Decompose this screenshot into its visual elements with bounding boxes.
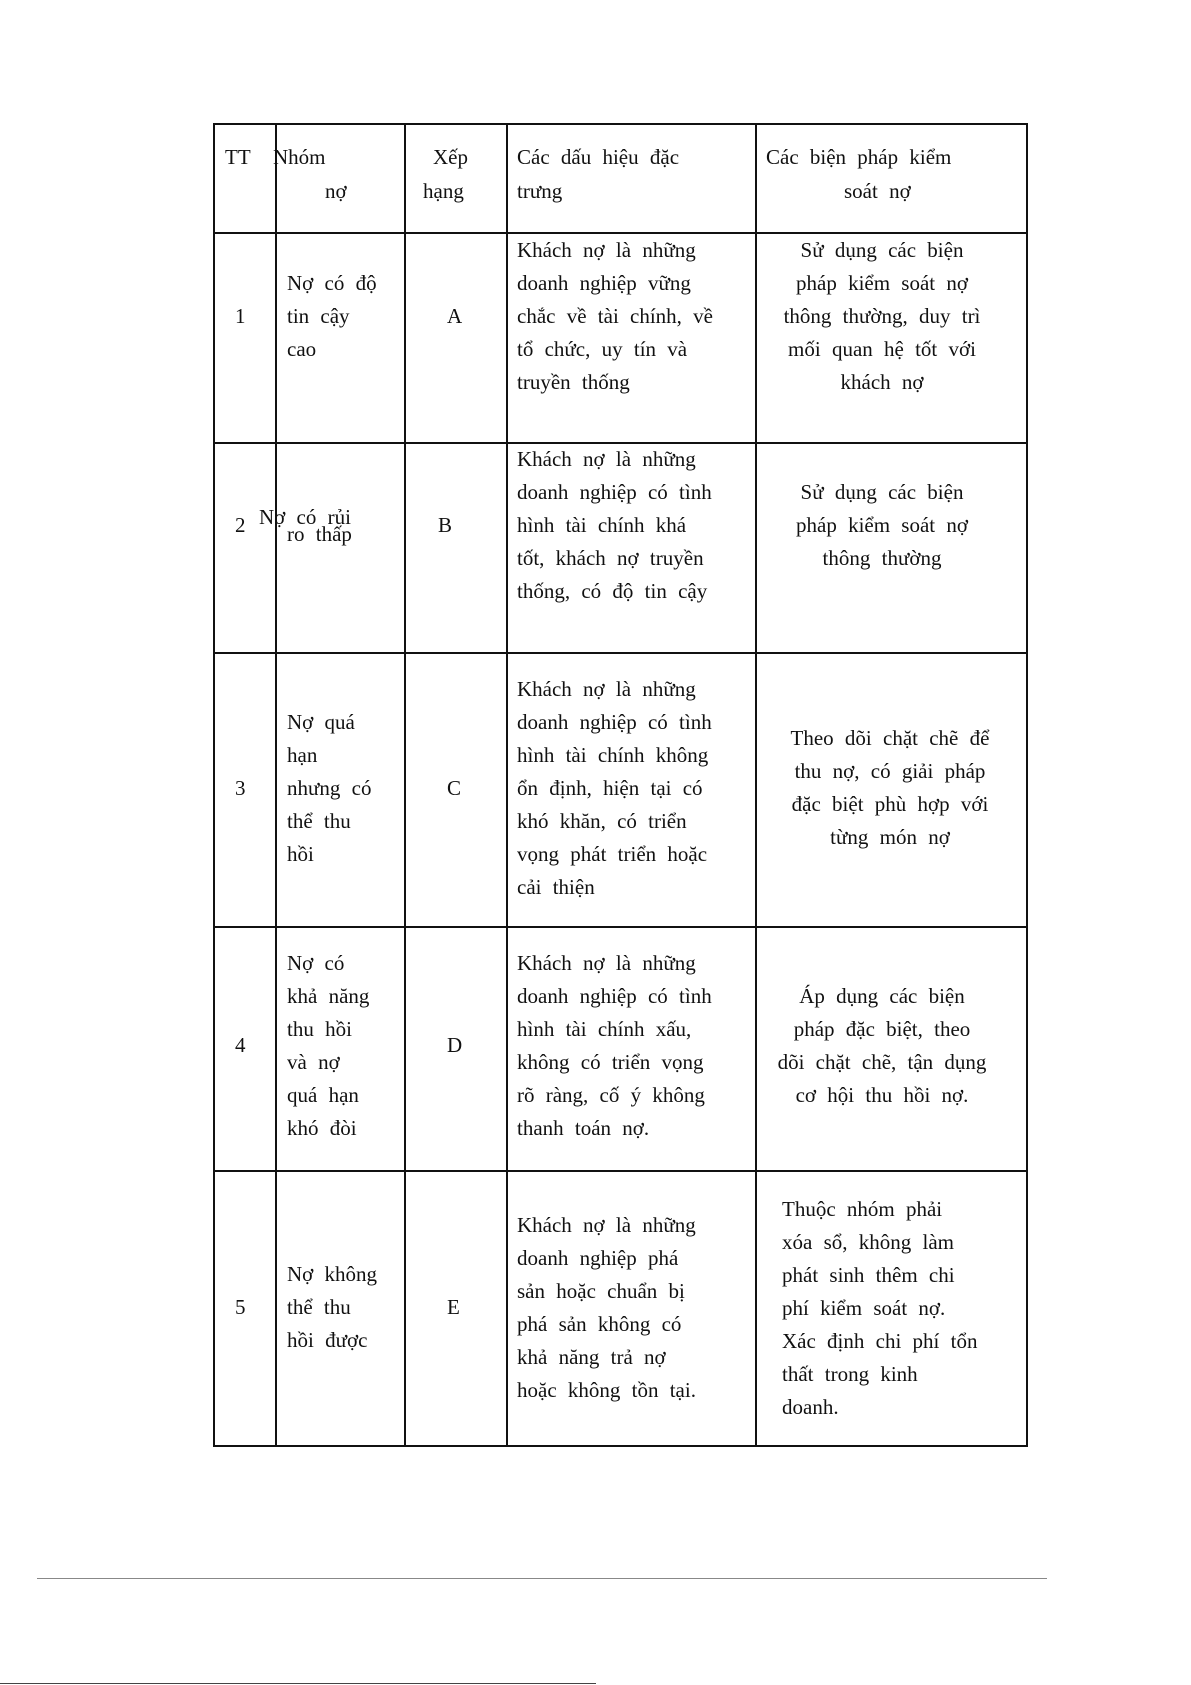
row-4-measures-line: Áp dụng các biện xyxy=(799,984,965,1008)
row-3-signs-line: Khách nợ là những xyxy=(517,677,696,701)
header-tt: TT xyxy=(225,145,251,169)
row-4-group-line: Nợ có xyxy=(287,951,345,975)
row-divider xyxy=(215,1170,1026,1172)
row-3-group-line: hồi xyxy=(287,842,314,866)
row-5-measures-line: Thuộc nhóm phải xyxy=(782,1197,943,1221)
row-1-measures-line: khách nợ xyxy=(840,370,924,394)
row-3-group-line: thể thu xyxy=(287,809,351,833)
row-1-rank: A xyxy=(447,304,463,328)
row-4-signs-line: thanh toán nợ. xyxy=(517,1116,650,1140)
row-1-group-line: Nợ có độ xyxy=(287,271,377,295)
row-4-signs-line: Khách nợ là những xyxy=(517,951,696,975)
row-3-measures-line: Theo dõi chặt chẽ để xyxy=(790,726,990,750)
row-4-signs-line: rõ ràng, cố ý không xyxy=(517,1083,705,1107)
row-5-measures-line: phát sinh thêm chi xyxy=(782,1263,955,1287)
row-1-signs-line: tổ chức, uy tín và xyxy=(517,337,688,361)
row-1-signs xyxy=(517,234,713,399)
row-4-measures-line: dõi chặt chẽ, tận dụng xyxy=(777,1050,987,1074)
row-4-measures-line: cơ hội thu hồi nợ. xyxy=(795,1083,969,1107)
row-1-signs-line: Khách nợ là những xyxy=(517,238,696,262)
header-group-line2: nợ xyxy=(325,179,347,203)
row-3-signs-line: hình tài chính không xyxy=(517,743,709,767)
row-5-signs xyxy=(517,1209,696,1407)
row-4-group-line: khó đòi xyxy=(287,1116,357,1140)
row-2-signs-line: hình tài chính khá xyxy=(517,513,687,537)
row-4-signs xyxy=(517,947,712,1145)
row-5-signs-line: phá sản không có xyxy=(517,1312,682,1336)
bottom-rule xyxy=(0,1683,596,1684)
row-4-measures-line: pháp đặc biệt, theo xyxy=(793,1017,971,1041)
row-1-signs-line: doanh nghiệp vững xyxy=(517,271,691,295)
row-3-signs-line: doanh nghiệp có tình xyxy=(517,710,712,734)
row-5-group xyxy=(287,1258,377,1357)
row-5-measures-line: thất trong kinh xyxy=(782,1362,918,1386)
header-rank-line1: Xếp xyxy=(433,145,468,169)
row-3-group xyxy=(287,706,371,871)
row-4-group-line: quá hạn xyxy=(287,1083,359,1107)
row-3-signs-line: cải thiện xyxy=(517,875,595,899)
header-signs-line2: trưng xyxy=(517,179,563,203)
row-4-group-line: và nợ xyxy=(287,1050,340,1074)
row-3-group-line: nhưng có xyxy=(287,776,372,800)
row-2-measures-line: thông thường xyxy=(822,546,942,570)
row-5-measures-line: phí kiểm soát nợ. xyxy=(782,1296,946,1320)
row-5-measures-line: doanh. xyxy=(782,1395,839,1419)
header-signs-line1: Các dấu hiệu đặc xyxy=(517,145,680,169)
row-3-group-line: hạn xyxy=(287,743,318,767)
row-4-group xyxy=(287,947,369,1145)
row-5-group-line: Nợ không xyxy=(287,1262,378,1286)
row-3-signs-line: vọng phát triển hoặc xyxy=(517,842,708,866)
row-3-measures-line: từng món nợ xyxy=(830,825,950,849)
row-3-signs-line: khó khăn, có triển xyxy=(517,809,687,833)
row-2-measures-line: pháp kiểm soát nợ xyxy=(796,513,968,537)
header-measures-line1: Các biện pháp kiểm xyxy=(766,145,952,169)
row-4-signs-line: doanh nghiệp có tình xyxy=(517,984,712,1008)
row-3-rank: C xyxy=(447,776,462,800)
row-5-signs-line: sản hoặc chuẩn bị xyxy=(517,1279,685,1303)
row-5-signs-line: Khách nợ là những xyxy=(517,1213,696,1237)
row-4-rank: D xyxy=(447,1033,463,1057)
row-1-measures-line: pháp kiểm soát nợ xyxy=(796,271,968,295)
debt-classification-table xyxy=(213,123,1028,1447)
row-4-group-line: thu hồi xyxy=(287,1017,352,1041)
row-1-group-line: cao xyxy=(287,337,317,361)
row-3-signs-line: ổn định, hiện tại có xyxy=(517,776,703,800)
row-5-measures xyxy=(782,1193,977,1424)
row-5-measures-line: xóa sổ, không làm xyxy=(782,1230,954,1254)
row-1-group xyxy=(287,267,377,366)
row-2-signs-line: Khách nợ là những xyxy=(517,447,696,471)
row-2-signs-line: doanh nghiệp có tình xyxy=(517,480,712,504)
header-measures-line2: soát nợ xyxy=(844,179,911,203)
row-2-group-line: ro thấp xyxy=(287,522,352,546)
row-5-signs-line: hoặc không tồn tại. xyxy=(517,1378,696,1402)
row-3-signs xyxy=(517,673,712,904)
row-2-measures xyxy=(757,476,1007,575)
row-5-rank: E xyxy=(447,1295,460,1319)
row-2-signs-line: thống, có độ tin cậy xyxy=(517,579,708,603)
row-3-measures-line: đặc biệt phù hợp với xyxy=(791,792,989,816)
header-group-line1: Nhóm xyxy=(273,145,326,169)
row-1-measures-line: Sử dụng các biện xyxy=(800,238,964,262)
row-5-group-line: thể thu xyxy=(287,1295,351,1319)
row-4-signs-line: không có triển vọng xyxy=(517,1050,704,1074)
row-4-signs-line: hình tài chính xấu, xyxy=(517,1017,692,1041)
row-1-signs-line: truyền thống xyxy=(517,370,630,394)
row-3-measures-line: thu nợ, có giải pháp xyxy=(794,759,986,783)
row-1-measures-line: mối quan hệ tốt với xyxy=(788,337,976,361)
column-divider xyxy=(404,125,406,1445)
row-1-tt: 1 xyxy=(235,304,246,328)
row-4-tt: 4 xyxy=(235,1033,246,1057)
row-3-tt: 3 xyxy=(235,776,246,800)
row-1-signs-line: chắc về tài chính, về xyxy=(517,304,713,328)
column-divider xyxy=(506,125,508,1445)
row-divider xyxy=(215,926,1026,928)
row-2-measures-line: Sử dụng các biện xyxy=(800,480,964,504)
row-2-group xyxy=(259,505,352,546)
column-divider xyxy=(275,125,277,1445)
header-rank-line2: hạng xyxy=(423,179,464,203)
row-5-group-line: hồi được xyxy=(287,1328,368,1352)
row-3-group-line: Nợ quá xyxy=(287,710,355,734)
row-5-signs-line: doanh nghiệp phá xyxy=(517,1246,679,1270)
row-4-measures xyxy=(757,980,1007,1112)
row-2-signs xyxy=(517,443,712,608)
row-1-measures xyxy=(757,234,1007,399)
row-divider xyxy=(215,652,1026,654)
row-4-group-line: khả năng xyxy=(287,984,370,1008)
row-1-group-line: tin cậy xyxy=(287,304,350,328)
row-2-tt: 2 xyxy=(235,513,246,537)
row-5-signs-line: khả năng trả nợ xyxy=(517,1345,666,1369)
row-5-tt: 5 xyxy=(235,1295,246,1319)
footer-divider xyxy=(37,1578,1047,1579)
row-2-group-line: Nợ có rủi xyxy=(259,505,351,529)
row-5-measures-line: Xác định chi phí tổn xyxy=(782,1329,978,1353)
row-2-signs-line: tốt, khách nợ truyền xyxy=(517,546,704,570)
row-1-measures-line: thông thường, duy trì xyxy=(783,304,981,328)
row-2-rank: B xyxy=(438,513,453,537)
row-3-measures xyxy=(757,722,1023,854)
